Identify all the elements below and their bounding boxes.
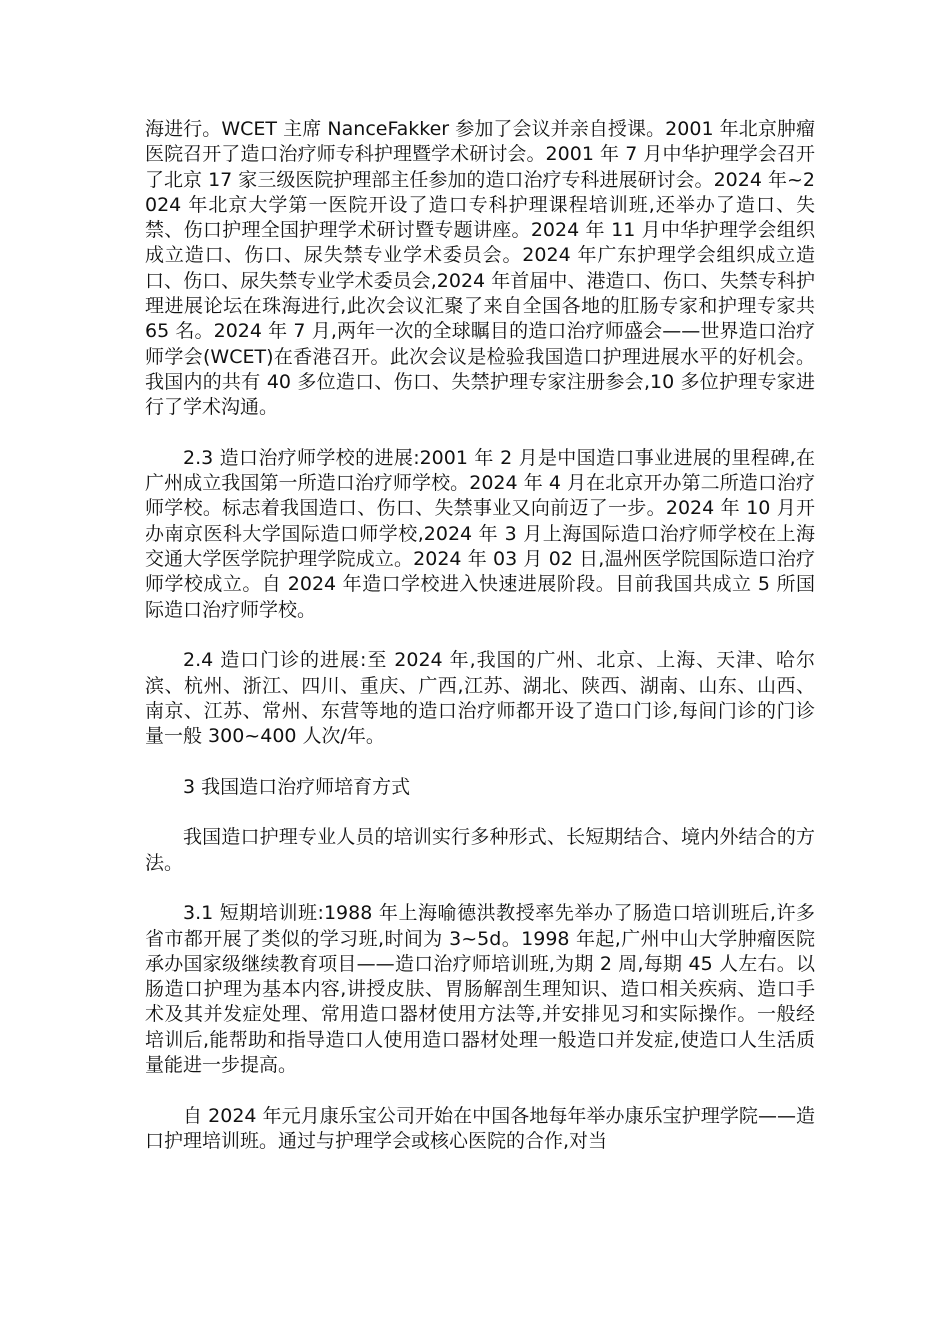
- paragraph-3-intro: 我国造口护理专业人员的培训实行多种形式、长短期结合、境内外结合的方法。: [145, 826, 815, 874]
- paragraph-3-1-short-training: 3.1 短期培训班:1988 年上海喻德洪教授率先举办了肠造口培训班后,许多省市都开展了类似的学习班,时间为 3~5d。1998 年起,广州中山大学肿瘤医院承办国家级继续教育项目——造口治疗师培训班,为期 2 周,每期 45 人左右。以肠造口护理为基本内容,讲授皮肤、胃肠解剖生理知识、造口相关疾病、造口手术及其并发症处理、常用造口器材使用方法等,并安排见习和实际操作。一般经培训后,能帮助和指导造口人使用造口器材处理一般造口并发症,使造口人生活质量能进一步提高。: [145, 902, 815, 1076]
- paragraph-2-3-stoma-schools: 2.3 造口治疗师学校的进展:2001 年 2 月是中国造口事业进展的里程碑,在广州成立我国第一所造口治疗师学校。2024 年 4 月在北京开办第二所造口治疗师学校。标志着我国造口、伤口、失禁事业又向前迈了一步。2024 年 10 月开办南京医科大学国际造口师学校,2024 年 3 月上海国际造口治疗师学校在上海交通大学医学院护理学院成立。2024 年 03 月 02 日,温州医学院国际造口治疗师学校成立。自 2024 年造口学校进入快速进展阶段。目前我国共成立 5 所国际造口治疗师学校。: [145, 446, 815, 621]
- document-body: [145, 117, 815, 1154]
- section-heading-3: 3 我国造口治疗师培育方式: [183, 775, 411, 798]
- paragraph-1: 海进行。WCET 主席 NanceFakker 参加了会议并亲自授课。2001 年北京肿瘤医院召开了造口治疗师专科护理暨学术研讨会。2001 年 7 月中华护理学会召开了北京 17 家三级医院护理部主任参加的造口治疗专科进展研讨会。2024 年~2024 年北京大学第一医院开设了造口专科护理课程培训班,还举办了造口、失禁、伤口护理全国护理学术研讨暨专题讲座。2024 年 11 月中华护理学会组织成立造口、伤口、尿失禁专业学术委员会。2024 年广东护理学会组织成立造口、伤口、尿失禁专业学术委员会,2024 年首届中、港造口、伤口、失禁专科护理进展论坛在珠海进行,此次会议汇聚了来自全国各地的肛肠专家和护理专家共 65 名。2024 年 7 月,两年一次的全球瞩目的造口治疗师盛会——世界造口治疗师学会(WCET)在香港召开。此次会议是检验我国造口护理进展水平的好机会。我国内的共有 40 多位造口、伤口、失禁护理专家注册参会,10 多位护理专家进行了学术沟通。: [145, 118, 815, 419]
- paragraph-coloplast-training: 自 2024 年元月康乐宝公司开始在中国各地每年举办康乐宝护理学院——造口护理培训班。通过与护理学会或核心医院的合作,对当: [145, 1104, 815, 1152]
- paragraph-2-4-stoma-clinics: 2.4 造口门诊的进展:至 2024 年,我国的广州、北京、上海、天津、哈尔滨、杭州、浙江、四川、重庆、广西,江苏、湖北、陕西、湖南、山东、山西、南京、江苏、常州、东营等地的造口治疗师都开设了造口门诊,每间门诊的门诊量一般 300~400 人次/年。: [145, 649, 815, 748]
